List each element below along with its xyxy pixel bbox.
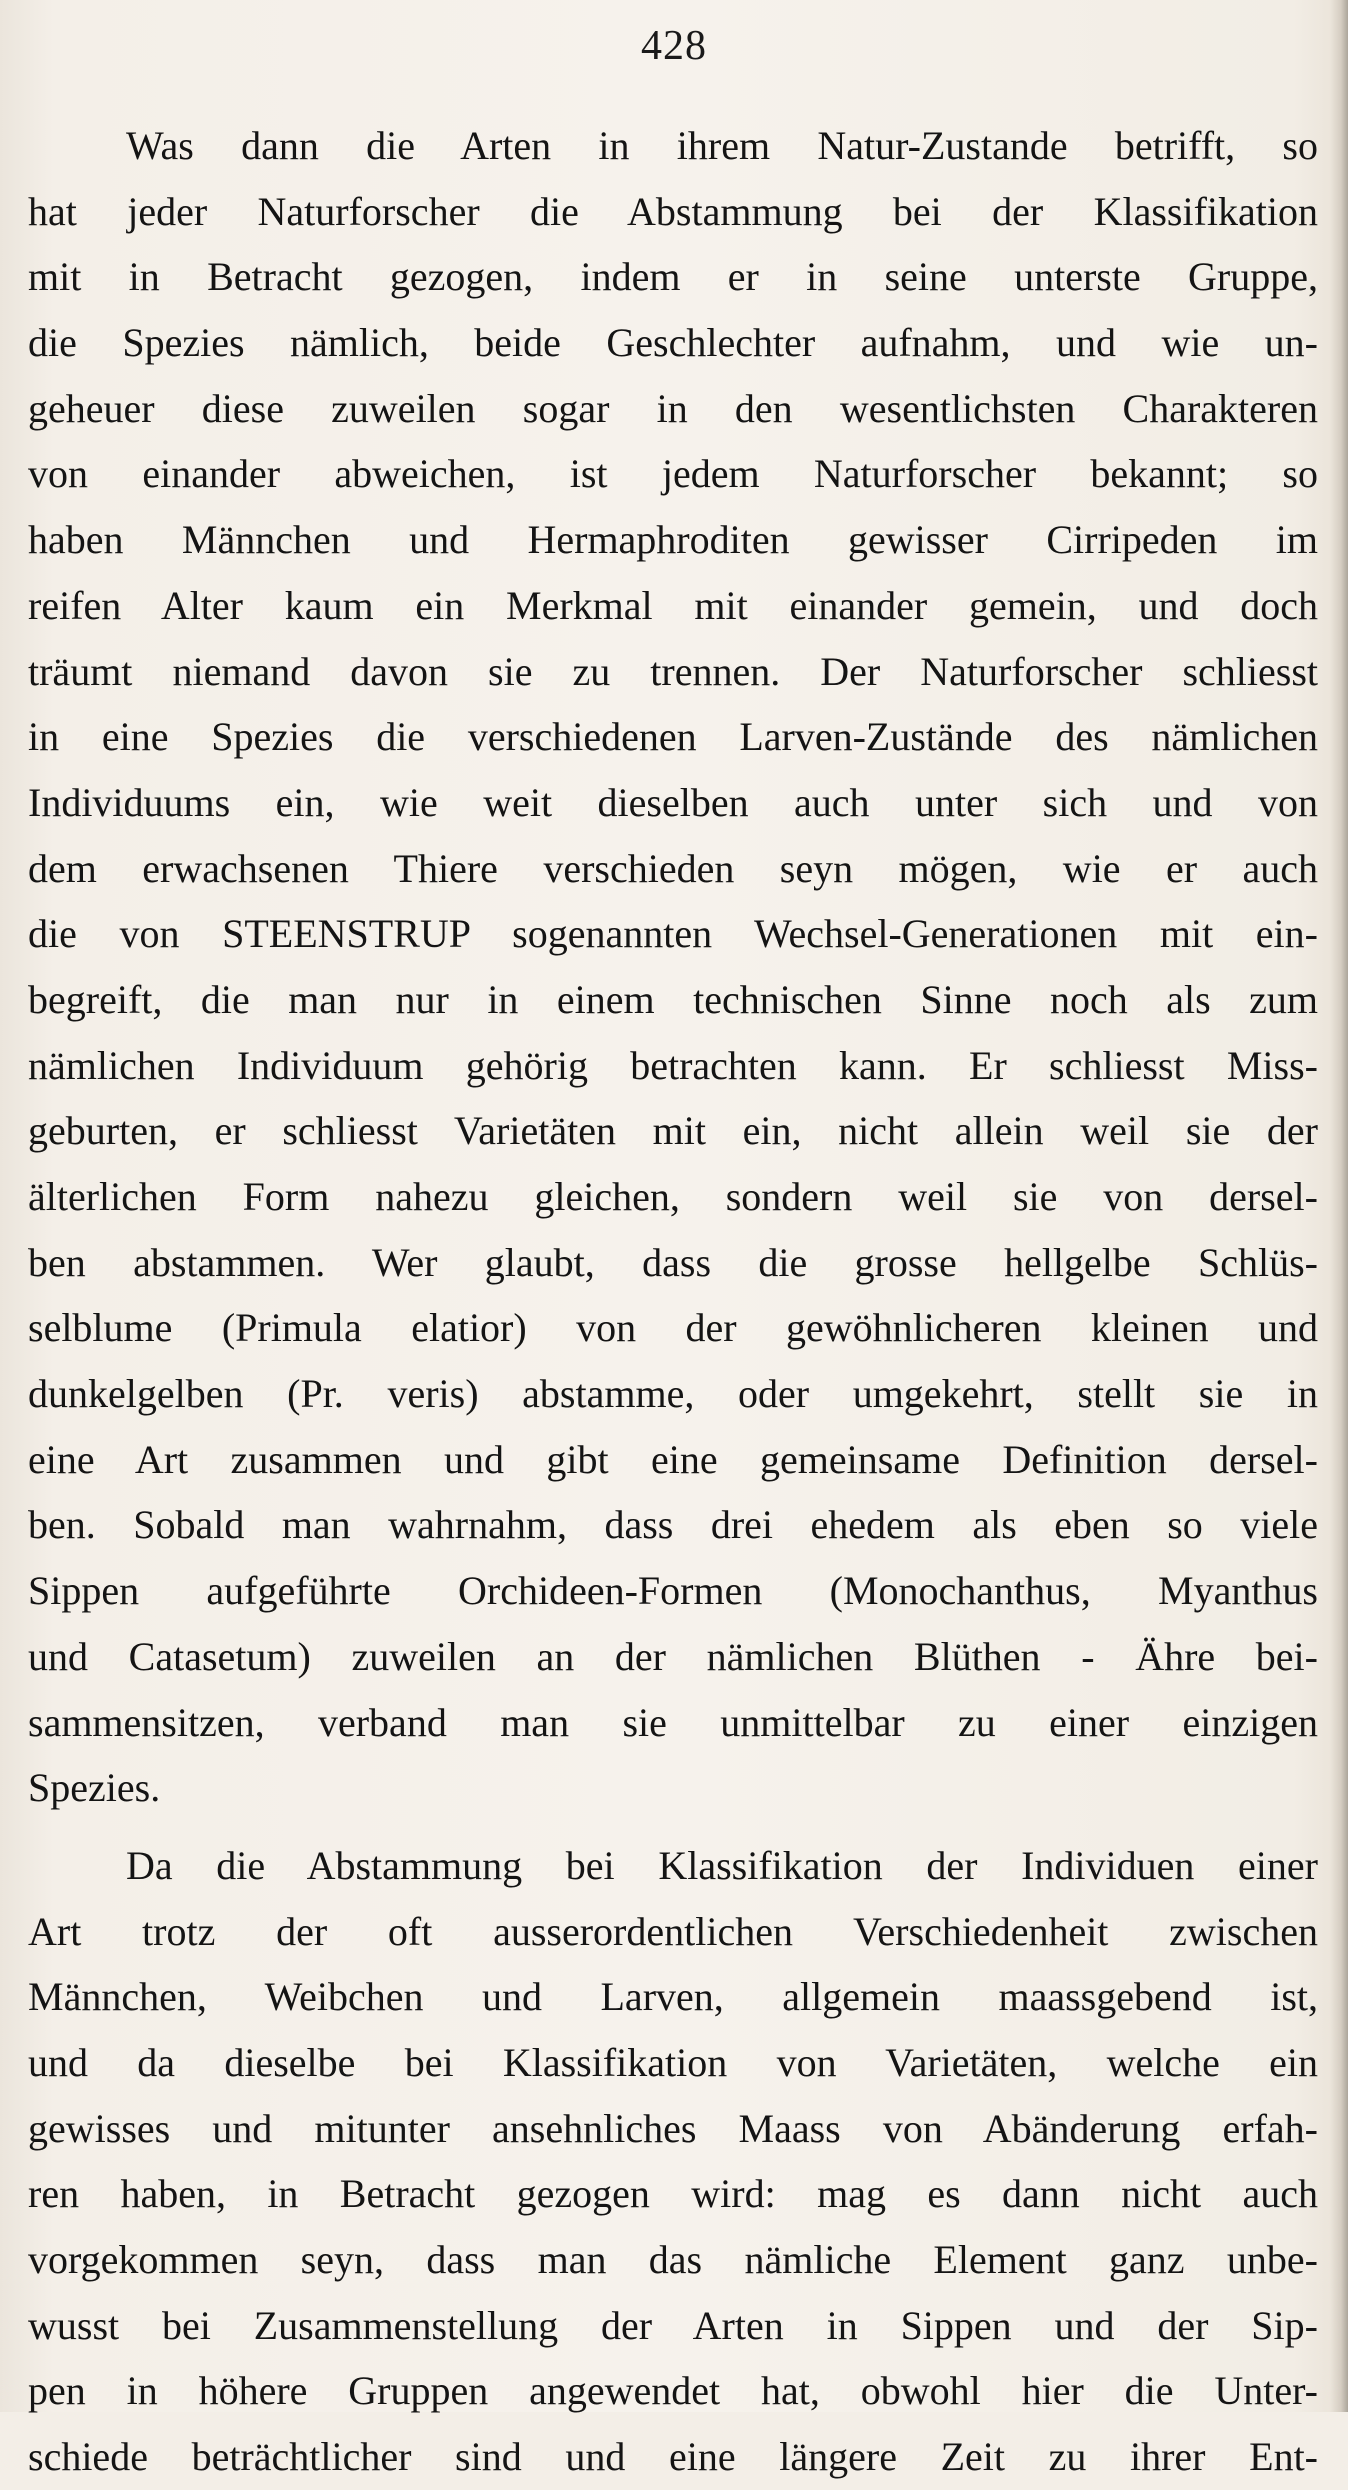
text-line: die von STEENSTRUP sogenannten Wechsel-Generationen mit ein- xyxy=(28,911,1318,957)
text-line: reifen Alter kaum ein Merkmal mit einander gemein, und doch xyxy=(28,582,1318,628)
text-line: Sippen aufgeführte Orchideen-Formen (Monochanthus, Myanthus xyxy=(28,1568,1318,1614)
text-line: Individuums ein, wie weit dieselben auch unter sich und von xyxy=(28,779,1318,825)
text-line: ben. Sobald man wahrnahm, dass drei ehedem als eben so viele xyxy=(28,1502,1318,1548)
paragraph-spacer xyxy=(28,1821,1318,1833)
text-line: hat jeder Naturforscher die Abstammung bei der Klassifikation xyxy=(28,188,1318,234)
text-line: vorgekommen seyn, dass man das nämliche Element ganz unbe- xyxy=(28,2237,1318,2282)
text-line: Art trotz der oft ausserordentlichen Verschiedenheit zwischen xyxy=(28,1908,1318,1954)
text-line: nämlichen Individuum gehörig betrachten kann. Er schliesst Miss- xyxy=(28,1042,1318,1088)
text-line: wusst bei Zusammenstellung der Arten in Sippen und der Sip- xyxy=(28,2302,1318,2348)
text-line: Was dann die Arten in ihrem Natur-Zustande betrifft, so xyxy=(126,123,1318,168)
text-line: geheuer diese zuweilen sogar in den wesentlichsten Charakteren xyxy=(28,385,1318,431)
text-line: mit in Betracht gezogen, indem er in seine unterste Gruppe, xyxy=(28,254,1318,300)
text-line: sammensitzen, verband man sie unmittelbar zu einer einzigen xyxy=(28,1699,1318,1745)
text-line: begreift, die man nur in einem technischen Sinne noch als zum xyxy=(28,976,1318,1022)
body-text xyxy=(28,113,1318,2490)
page-edge-shadow xyxy=(1330,0,1348,2412)
paragraph-2 xyxy=(28,1833,1318,2490)
text-line: Da die Abstammung bei Klassifikation der Individuen einer xyxy=(126,1842,1318,1888)
text-line: selblume (Primula elatior) von der gewöhnlicheren kleinen und xyxy=(28,1305,1318,1351)
page-number: 428 xyxy=(641,23,707,69)
text-line: haben Männchen und Hermaphroditen gewisser Cirripeden im xyxy=(28,517,1318,563)
text-line: gewisses und mitunter ansehnliches Maass von Abänderung erfah- xyxy=(28,2105,1318,2151)
text-line: Männchen, Weibchen und Larven, allgemein maassgebend ist, xyxy=(28,1974,1318,2020)
text-line: älterlichen Form nahezu gleichen, sondern weil sie von dersel- xyxy=(28,1174,1318,1219)
text-line: schiede beträchtlicher sind und eine längere Zeit zu ihrer Ent- xyxy=(28,2434,1318,2480)
text-line: Spezies. xyxy=(28,1765,161,1811)
text-line: die Spezies nämlich, beide Geschlechter aufnahm, und wie un- xyxy=(28,320,1318,366)
text-line: ren haben, in Betracht gezogen wird: mag es dann nicht auch xyxy=(28,2171,1318,2217)
text-line: träumt niemand davon sie zu trennen. Der Naturforscher schliesst xyxy=(28,648,1318,694)
text-line: geburten, er schliesst Varietäten mit ein, nicht allein weil sie der xyxy=(28,1108,1318,1154)
text-line: dunkelgelben (Pr. veris) abstamme, oder umgekehrt, stellt sie in xyxy=(28,1371,1318,1417)
text-line: in eine Spezies die verschiedenen Larven-Zustände des nämlichen xyxy=(28,714,1318,760)
text-line: ben abstammen. Wer glaubt, dass die grosse hellgelbe Schlüs- xyxy=(28,1239,1318,1285)
text-line: und da dieselbe bei Klassifikation von Varietäten, welche ein xyxy=(28,2039,1318,2085)
text-line: eine Art zusammen und gibt eine gemeinsame Definition dersel- xyxy=(28,1436,1318,1482)
text-line: von einander abweichen, ist jedem Naturforscher bekannt; so xyxy=(28,451,1318,497)
paragraph-1 xyxy=(28,113,1318,1821)
text-line: dem erwachsenen Thiere verschieden seyn mögen, wie er auch xyxy=(28,845,1318,891)
text-line: und Catasetum) zuweilen an der nämlichen Blüthen - Ähre bei- xyxy=(28,1633,1318,1679)
text-line: pen in höhere Gruppen angewendet hat, obwohl hier die Unter- xyxy=(28,2368,1318,2414)
